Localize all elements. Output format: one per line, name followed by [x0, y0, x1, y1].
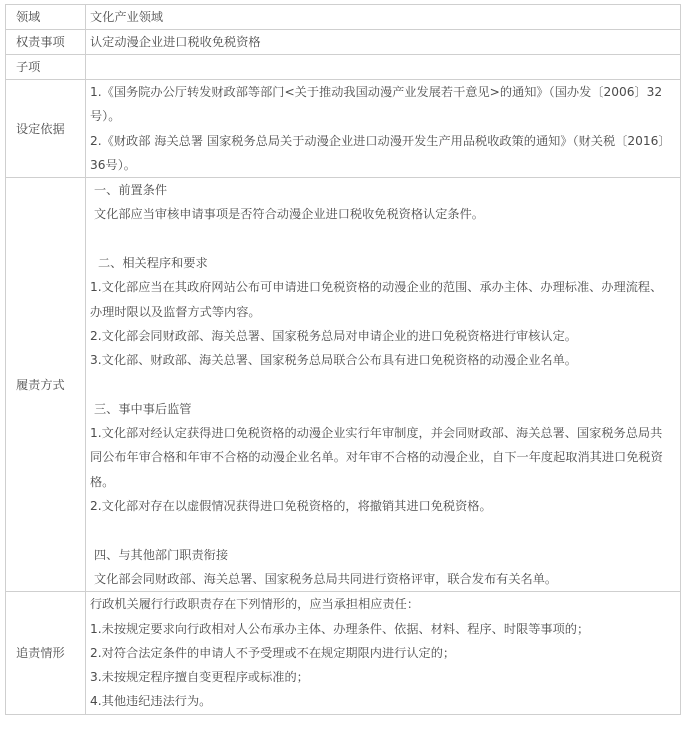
power-item-value: 认定动漫企业进口税收免税资格: [86, 30, 681, 55]
row-duty-method: [6, 178, 681, 592]
accountability-content: [86, 592, 681, 714]
sub-item-value: [86, 55, 681, 80]
accountability-item: 1.未按规定要求向行政相对人公布承办主体、办理条件、依据、材料、程序、时限等事项的；: [90, 621, 590, 636]
basis-paragraph: 2.《财政部 海关总署 国家税务总局关于动漫企业进口动漫开发生产用品税收政策的通知》（财关税〔2016〕36号）。: [90, 133, 671, 172]
row-accountability: [6, 592, 681, 714]
row-field: [6, 5, 681, 30]
row-sub-item: [6, 55, 681, 80]
section-title: 三、事中事后监管: [94, 401, 192, 416]
section-text: 文化部会同财政部、海关总署、国家税务总局共同进行资格评审，联合发布有关名单。: [94, 571, 558, 586]
section-item: 3.文化部、财政部、海关总署、国家税务总局联合公布具有进口免税资格的动漫企业名单。: [90, 353, 577, 368]
section-text: 文化部应当审核申请事项是否符合动漫企业进口税收免税资格认定条件。: [94, 207, 484, 222]
accountability-item: 3.未按规定程序擅自变更程序或标准的；: [90, 670, 309, 685]
section-item: 1.文化部应当在其政府网站公布可申请进口免税资格的动漫企业的范围、承办主体、办理标准、办理流程、办理时限以及监督方式等内容。: [90, 280, 663, 319]
row-basis: [6, 80, 681, 178]
responsibility-table: [5, 4, 681, 715]
section-title: 四、与其他部门职责衔接: [94, 547, 229, 562]
row-power-item: [6, 30, 681, 55]
accountability-label: 追责情形: [6, 592, 86, 714]
accountability-item: 2.对符合法定条件的申请人不予受理或不在规定期限内进行认定的；: [90, 645, 456, 660]
field-label: 领域: [6, 5, 86, 30]
accountability-item: 4.其他违纪违法行为。: [90, 694, 212, 709]
basis-paragraph: 1.《国务院办公厅转发财政部等部门<关于推动我国动漫产业发展若干意见>的通知》（国办发〔2006〕32号）。: [90, 85, 663, 124]
section-item: 1.文化部对经认定获得进口免税资格的动漫企业实行年审制度，并会同财政部、海关总署、国家税务总局共同公布年审合格和年审不合格的动漫企业名单。对年审不合格的动漫企业，自下一年度起取消其进口免税资格。: [90, 426, 663, 489]
basis-label: 设定依据: [6, 80, 86, 178]
field-value: 文化产业领域: [86, 5, 681, 30]
basis-content: [86, 80, 681, 178]
duty-method-content: [86, 178, 681, 592]
section-title: 二、相关程序和要求: [98, 256, 208, 271]
duty-method-label: 履责方式: [6, 178, 86, 592]
power-item-label: 权责事项: [6, 30, 86, 55]
section-item: 2.文化部对存在以虚假情况获得进口免税资格的，将撤销其进口免税资格。: [90, 499, 492, 514]
section-item: 2.文化部会同财政部、海关总署、国家税务总局对申请企业的进口免税资格进行审核认定。: [90, 328, 577, 343]
sub-item-label: 子项: [6, 55, 86, 80]
accountability-intro: 行政机关履行行政职责存在下列情形的，应当承担相应责任：: [90, 597, 420, 612]
section-title: 一、前置条件: [94, 183, 168, 198]
